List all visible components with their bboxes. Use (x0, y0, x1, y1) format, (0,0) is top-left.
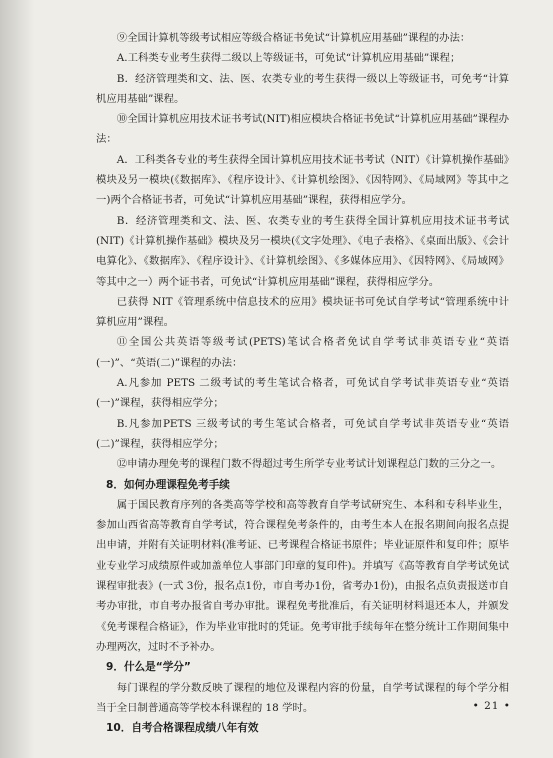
paragraph: ⑨全国计算机等级考试相应等级合格证书免试“计算机应用基础”课程的办法： (116, 32, 471, 44)
page-body (96, 28, 509, 738)
section-heading: 8．如何办理课程免考手续 (106, 478, 230, 491)
paragraph: 属于国民教育序列的各类高等学校和高等教育自学考试研究生、本科和专科毕业生，参加山西省高等教育自学考试，符合课程免考条件的，由考生本人在报名期间向报名点提出申请，并附有关证明材料(准考证、已考课程合格证书原件；毕业证原件和复印件；原毕业专业学习成绩原件或加盖单位人事部门印章的复印件)。并填写《高等教育自学考试免试课程审批表》(一式 3份，报名点1份，市自考办1份，省考办1份)，由报名点负责报送市自考办审批，市自考办报省自考办审批。课程免考批准后，有关证明材料退还本人，并颁发《免考课程合格证》，作为毕业审批时的凭证。免考审批手续每年在整分统计工作期间集中办理两次，过时不予补办。 (96, 498, 509, 653)
paragraph: ⑩全国计算机应用技术证书考试(NIT)相应模块合格证书免试“计算机应用基础”课程办法： (96, 113, 509, 146)
page-number: • 21 • (472, 700, 511, 712)
paragraph: A．工科类各专业的考生获得全国计算机应用技术证书考试（NIT）《计算机操作基础》模块及另一模块(《数据库》、《程序设计》、《计算机绘图》、《因特网》、《局域网》等其中之一)两个合格证书者，可免试“计算机应用基础”课程，获得相应学分。 (96, 153, 509, 207)
section-heading: 10．自考合格课程成绩八年有效 (106, 722, 259, 735)
paragraph: ⑪全国公共英语等级考试(PETS)笔试合格者免试自学考试非英语专业“英语(一)”、“英语(二)”课程的办法： (96, 336, 509, 369)
paragraph: A.工科类专业考生获得二级以上等级证书，可免试“计算机应用基础”课程； (116, 52, 461, 65)
paragraph: 已获得 NIT《管理系统中信息技术的应用》模块证书可免试自学考试“管理系统中计算机应用”课程。 (96, 295, 509, 329)
section-heading: 9．什么是“学分” (106, 661, 191, 674)
paragraph: ⑫申请办理免考的课程门数不得超过考生所学专业考试计划课程总门数的三分之一。 (116, 458, 502, 471)
paragraph: 每门课程的学分数反映了课程的地位及课程内容的份量，自学考试课程的每个学分相当于全日制普通高等学校本科课程的 18 学时。 (96, 681, 509, 714)
paragraph: B．经济管理类和文、法、医、农类专业的考生获得一级以上等级证书，可免考“计算机应用基础”课程。 (96, 72, 509, 105)
paragraph: B．经济管理类和文、法、医、农类专业的考生获得全国计算机应用技术证书考试(NIT)《计算机操作基础》模块及另一模块(《文字处理》、《电子表格》、《桌面出版》、《会计电算化》、《数据库》、《程序设计》、《计算机绘图》、《多媒体应用》、《因特网》、《局域网》等其中之一）两个证书者，可免试“计算机应用基础”课程，获得相应学分。 (96, 214, 509, 288)
paragraph: B.凡参加PETS 三级考试的考生笔试合格者，可免试自学考试非英语专业“英语(二)”课程，获得相应学分； (96, 417, 509, 450)
paragraph: A.凡参加 PETS 二级考试的考生笔试合格者，可免试自学考试非英语专业“英语(一)”课程，获得相应学分； (96, 377, 509, 410)
